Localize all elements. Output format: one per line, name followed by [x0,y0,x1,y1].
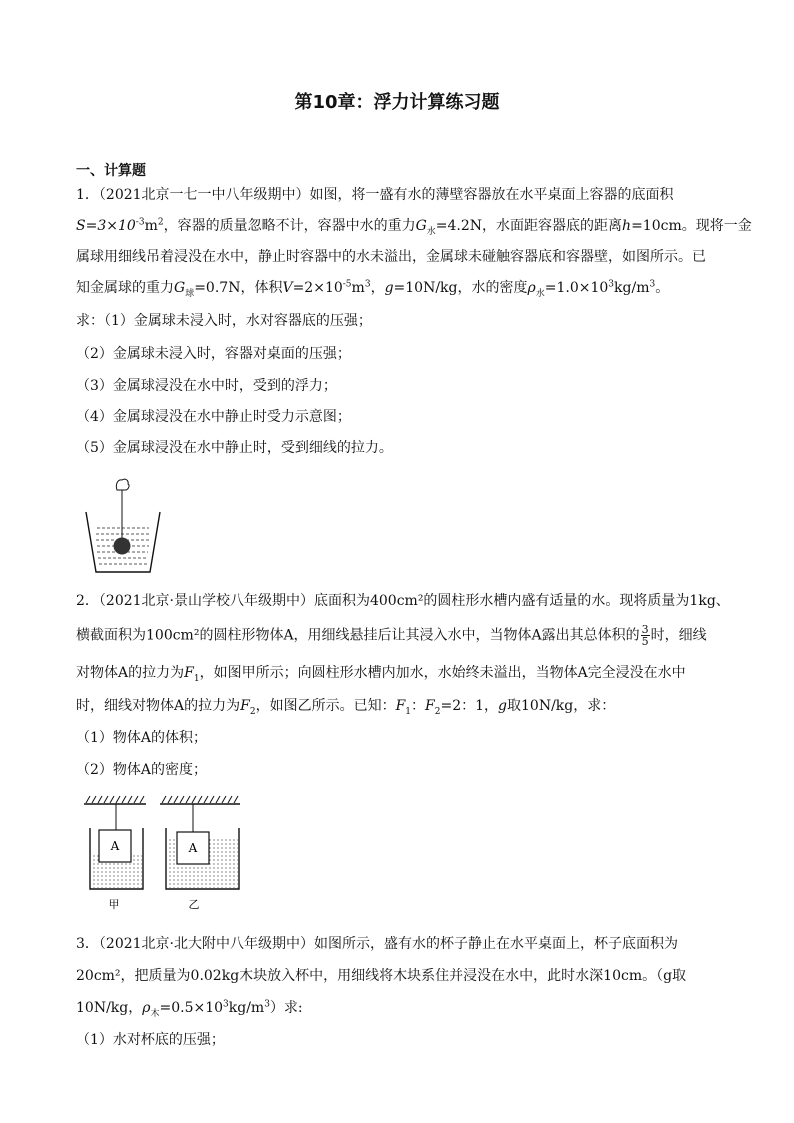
q2-figure-container [84,794,244,916]
fraction-three-fifths: $\frac{3}{5}$ [641,623,649,648]
q2-line-2: 横截面积为100cm²的圆柱形物体A，用细线悬挂后让其浸入水中，当物体A露出其总体积的 $\frac{3}{5}$ 时，细线 [76,623,707,648]
q2-sub-2: （2）物体A的密度； [76,762,208,778]
q3-line-2: 20cm²，把质量为0.02kg木块放入杯中，用细线将木块系住并浸没在水中，此时水深10cm。（g取 [76,968,687,984]
block-a-label-right: A [188,841,198,855]
q2-sub-1: （1）物体A的体积； [76,730,208,746]
block-a-label-left: A [110,839,120,853]
q1-sub-4: （4）金属球浸没在水中静止时受力示意图； [76,409,351,425]
caption-yi: 乙 [188,898,200,911]
page-title: 第10章：浮力计算练习题 [294,92,500,113]
hand-icon [116,479,129,490]
q1-line-1: 1．（2021北京一七一中八年级期中）如图，将一盛有水的薄壁容器放在水平桌面上容器的底面积 [76,187,674,203]
q1-line-4: 知金属球的重力$G_球=0.7N$，体积$V=2\times 10^{-5}m^3$，g=10N/kg，水的密度$\rho_水=1.0\times 10^3kg/m^3$。 [76,279,670,299]
metal-ball [114,538,131,555]
q1-sub-3: （3）金属球浸没在水中时，受到的浮力； [76,378,337,394]
q1-sub-2: （2）金属球未浸入时，容器对桌面的压强； [76,346,351,362]
q3-sub-1: （1）水对杯底的压强； [76,1032,225,1048]
q2-line-3: 对物体A的拉力为$F_1$，如图甲所示；向圆柱形水槽内加水，水始终未溢出，当物体A完全浸没在水中 [76,665,686,684]
q1-line-2: $S=3\times 10^{-3}m^2$，容器的质量忽略不计，容器中水的重力$G_水=4.2N$，水面距容器底的距离h=10cm。现将一金 [76,217,752,237]
q3-line-1: 3．（2021北京·北大附中八年级期中）如图所示，盛有水的杯子静止在水平桌面上，杯子底面积为 [76,936,678,952]
q1-figure-container [82,476,164,578]
q3-line-3: 10N/kg，$\rho_木=0.5\times 10^3kg/m^3$）求: [76,999,303,1019]
q1-sub-5: （5）金属球浸没在水中静止时，受到细线的拉力。 [76,440,393,456]
caption-jia: 甲 [108,898,120,911]
ceiling-right [160,796,240,804]
q2-line-1: 2．（2021北京·景山学校八年级期中）底面积为400cm²的圆柱形水槽内盛有适量的水。现将质量为1kg、 [76,593,730,609]
section-heading: 一、计算题 [76,163,146,179]
q1-sub-1: 求：（1）金属球未浸入时，水对容器底的压强； [76,313,372,329]
q2-line-4: 时，细线对物体A的拉力为$F_2$，如图乙所示。已知：$F_1$：$F_2=2$：1，g取10N/kg，求： [76,698,616,717]
ceiling-left [84,796,146,804]
q1-line-3: 属球用细线吊着浸没在水中，静止时容器中的水未溢出，金属球未碰触容器底和容器壁，如图所示。已 [76,249,706,265]
